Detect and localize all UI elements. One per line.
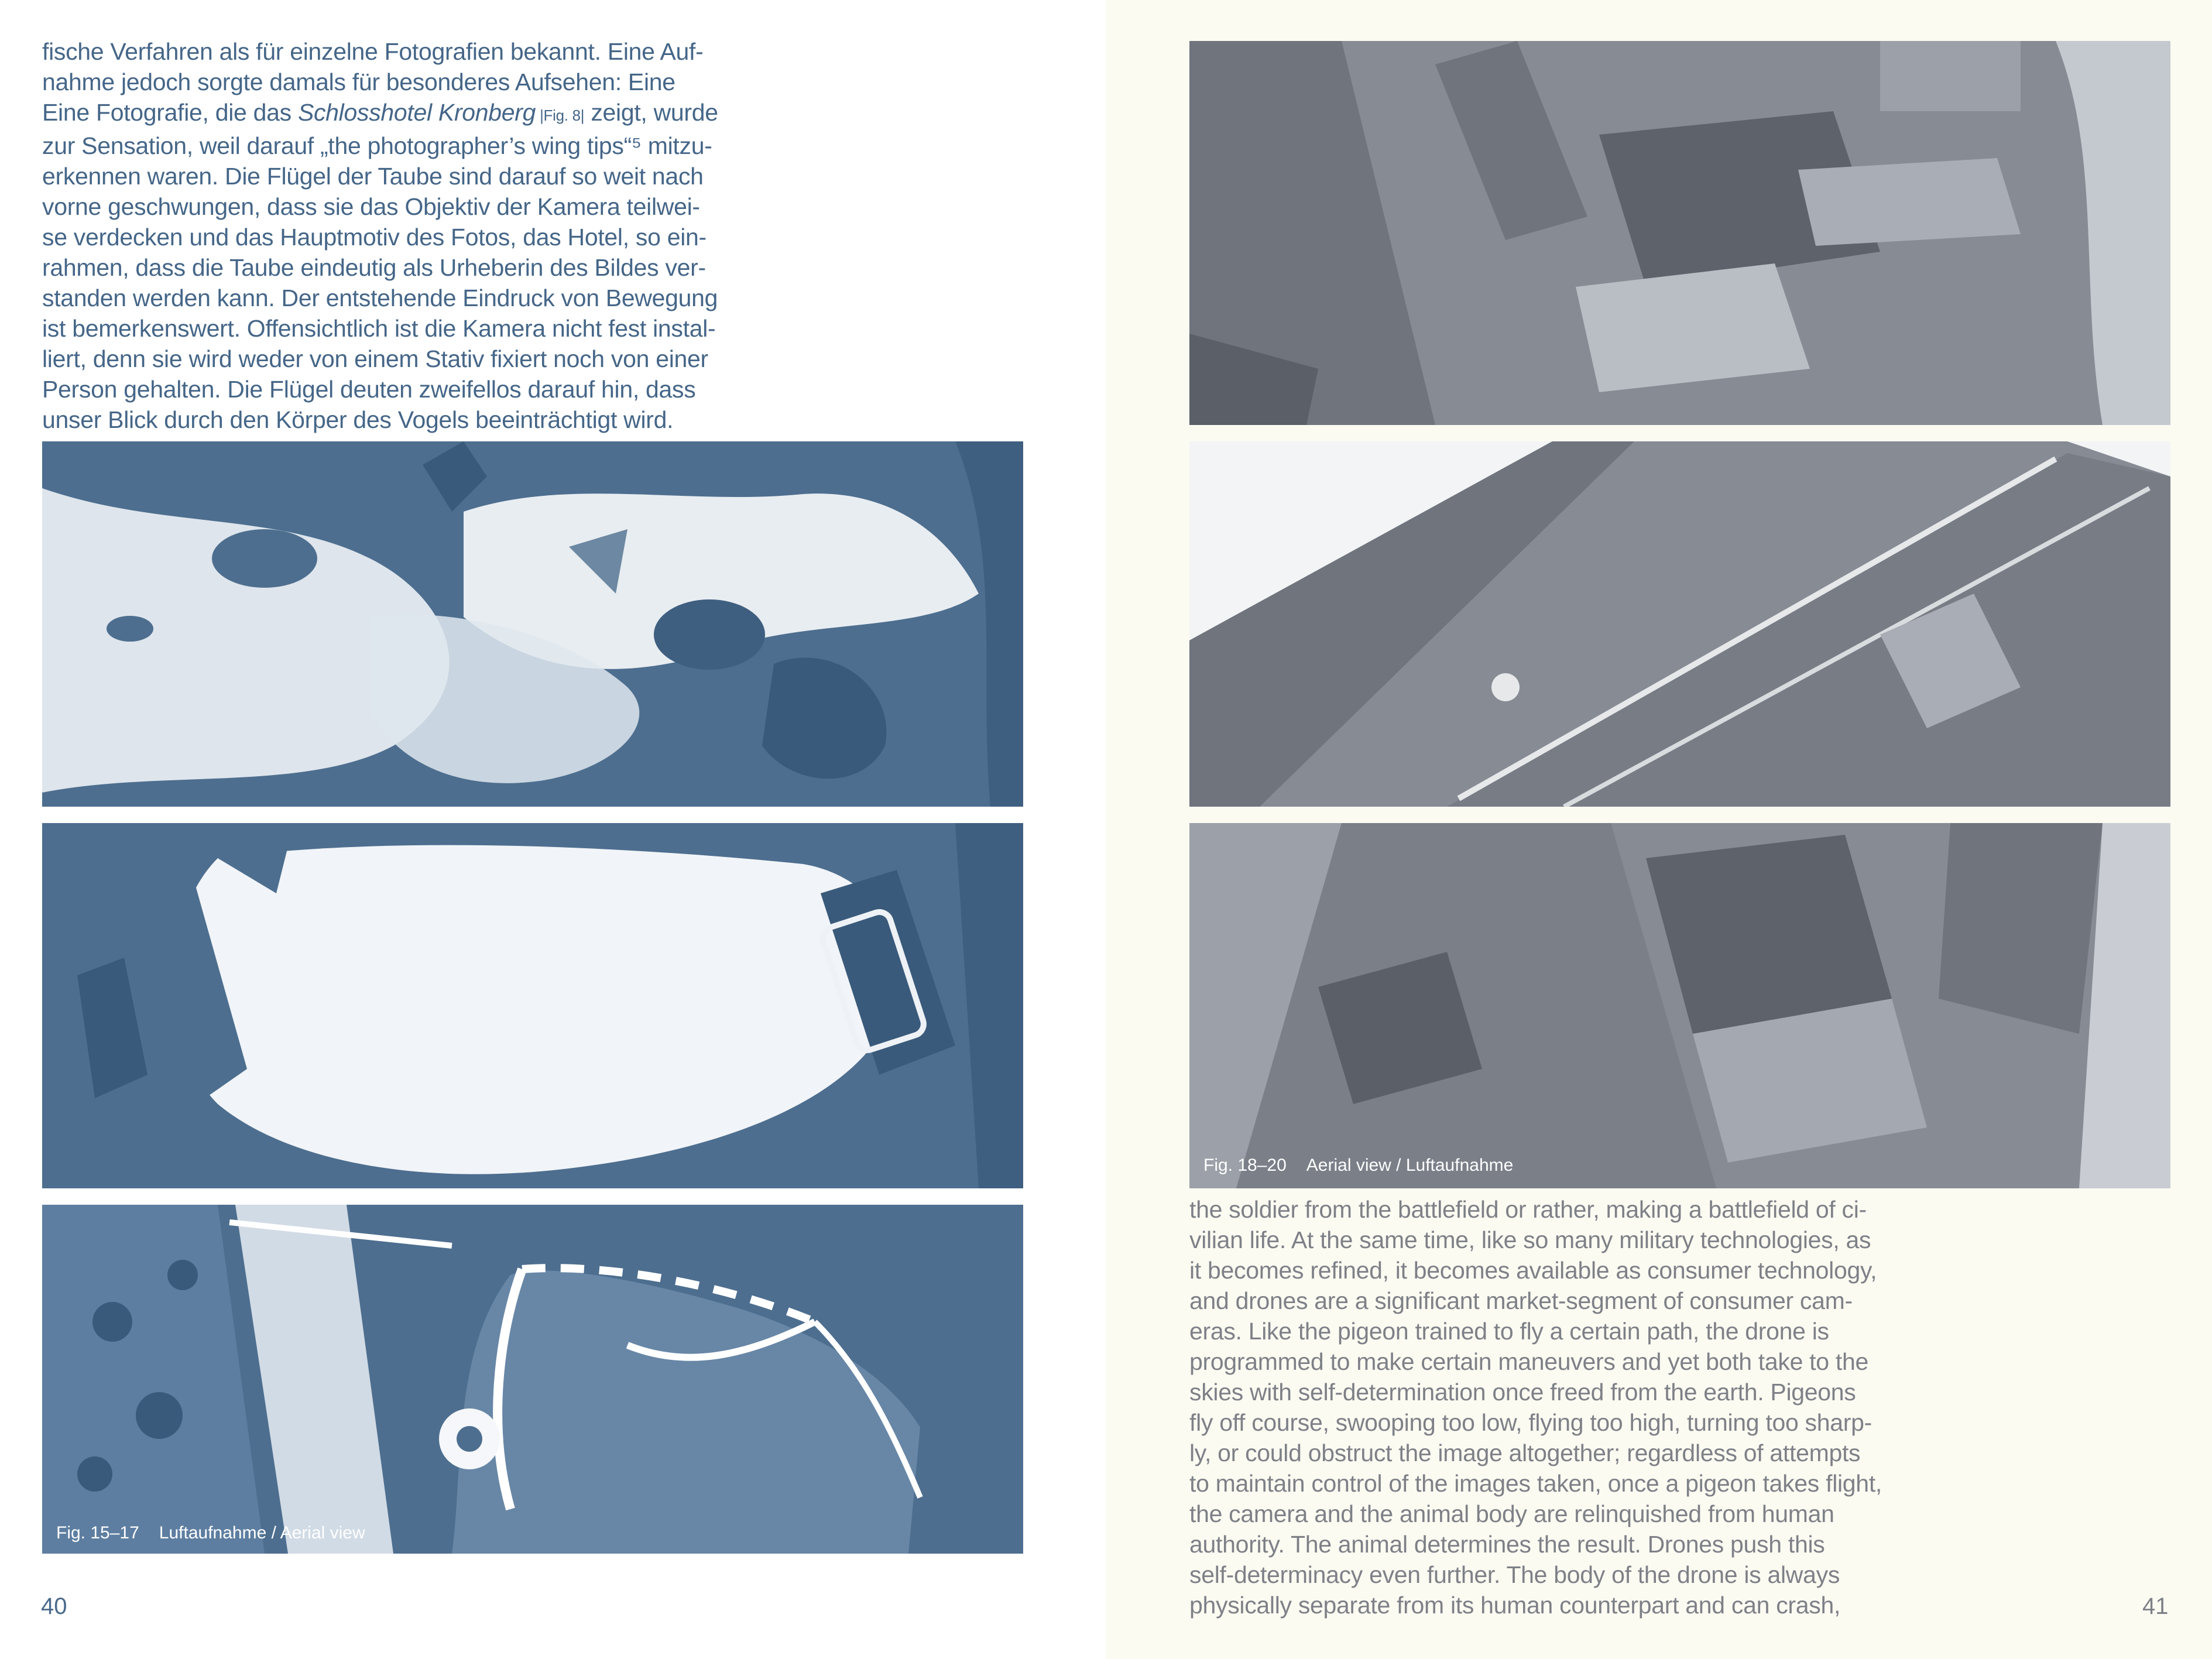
text-line: self-determinacy even further. The body of the drone is always [1189, 1561, 1840, 1588]
text-line: skies with self-determination once freed from the earth. Pigeons [1189, 1379, 1856, 1406]
caption-title: Aerial view / Luftaufnahme [1306, 1156, 1514, 1175]
left-body-text [42, 36, 791, 435]
figure-caption [56, 1523, 365, 1543]
italic-title: Schlosshotel Kronberg [297, 99, 536, 126]
figure-caption [1203, 1156, 1513, 1175]
text-line: nahme jedoch sorgte damals für besonderes Aufsehen: Eine [42, 68, 675, 95]
text-line: se verdecken und das Hauptmotiv des Fotos, das Hotel, so ein- [42, 224, 707, 251]
aerial-photo-winter-trees [42, 441, 1023, 807]
text-line: physically separate from its human counterpart and can crash, [1189, 1592, 1841, 1619]
figure-reference: |Fig. 8| [536, 107, 585, 124]
text-line: fly off course, swooping too low, flying too high, turning too sharp- [1189, 1409, 1872, 1436]
text-line: unser Blick durch den Körper des Vogels beeinträchtigt wird. [42, 406, 674, 433]
aerial-photo-park-paths [42, 1205, 1023, 1554]
text-line: erkennen waren. Die Flügel der Taube sind darauf so weit nach [42, 163, 704, 190]
text-segment: zeigt, wurde [584, 99, 718, 126]
aerial-photo-tilted-building [1189, 441, 2170, 807]
text-line: to maintain control of the images taken, once a pigeon takes flight, [1189, 1470, 1882, 1497]
text-segment: Eine Fotografie, die das [42, 99, 298, 126]
text-line: vilian life. At the same time, like so many military technologies, as [1189, 1226, 1871, 1253]
text-line: vorne geschwungen, dass sie das Objektiv der Kamera teilwei- [42, 193, 700, 220]
text-line: fische Verfahren als für einzelne Fotografien bekannt. Eine Auf- [42, 38, 704, 65]
right-body-text [1189, 1194, 1962, 1620]
text-line: it becomes refined, it becomes available as consumer technology, [1189, 1257, 1877, 1284]
text-line: ist bemerkenswert. Offensichtlich ist die Kamera nicht fest instal- [42, 315, 716, 342]
page-number: 40 [41, 1593, 67, 1619]
aerial-photo-rooftops [1189, 41, 2170, 425]
right-page [1106, 0, 2212, 1659]
caption-title: Luftaufnahme / Aerial view [159, 1523, 365, 1543]
text-line: programmed to make certain maneuvers and yet both take to the [1189, 1348, 1868, 1375]
page-number: 41 [2142, 1593, 2169, 1619]
aerial-photo-courtyard [1189, 823, 2170, 1188]
caption-figure-number: Fig. 18–20 [1203, 1156, 1287, 1175]
caption-figure-number: Fig. 15–17 [56, 1523, 139, 1543]
text-line: rahmen, dass die Taube eindeutig als Urheberin des Bildes ver- [42, 254, 706, 281]
text-line: zur Sensation, weil darauf „the photographer’s wing tips“⁵ mitzu- [42, 132, 712, 159]
text-line [42, 97, 791, 131]
aerial-photo-snow-clearing [42, 823, 1023, 1188]
text-line: standen werden kann. Der entstehende Eindruck von Bewegung [42, 285, 718, 311]
text-line: authority. The animal determines the result. Drones push this [1189, 1531, 1825, 1558]
text-line: the camera and the animal body are relinquished from human [1189, 1500, 1834, 1527]
text-line: liert, denn sie wird weder von einem Stativ fixiert noch von einer [42, 345, 708, 372]
text-line: and drones are a significant market-segment of consumer cam- [1189, 1287, 1853, 1314]
text-line: Person gehalten. Die Flügel deuten zweifellos darauf hin, dass [42, 376, 696, 403]
text-line: ly, or could obstruct the image altogether; regardless of attempts [1189, 1439, 1861, 1466]
text-line: eras. Like the pigeon trained to fly a certain path, the drone is [1189, 1318, 1829, 1345]
text-line: the soldier from the battlefield or rather, making a battlefield of ci- [1189, 1196, 1867, 1223]
